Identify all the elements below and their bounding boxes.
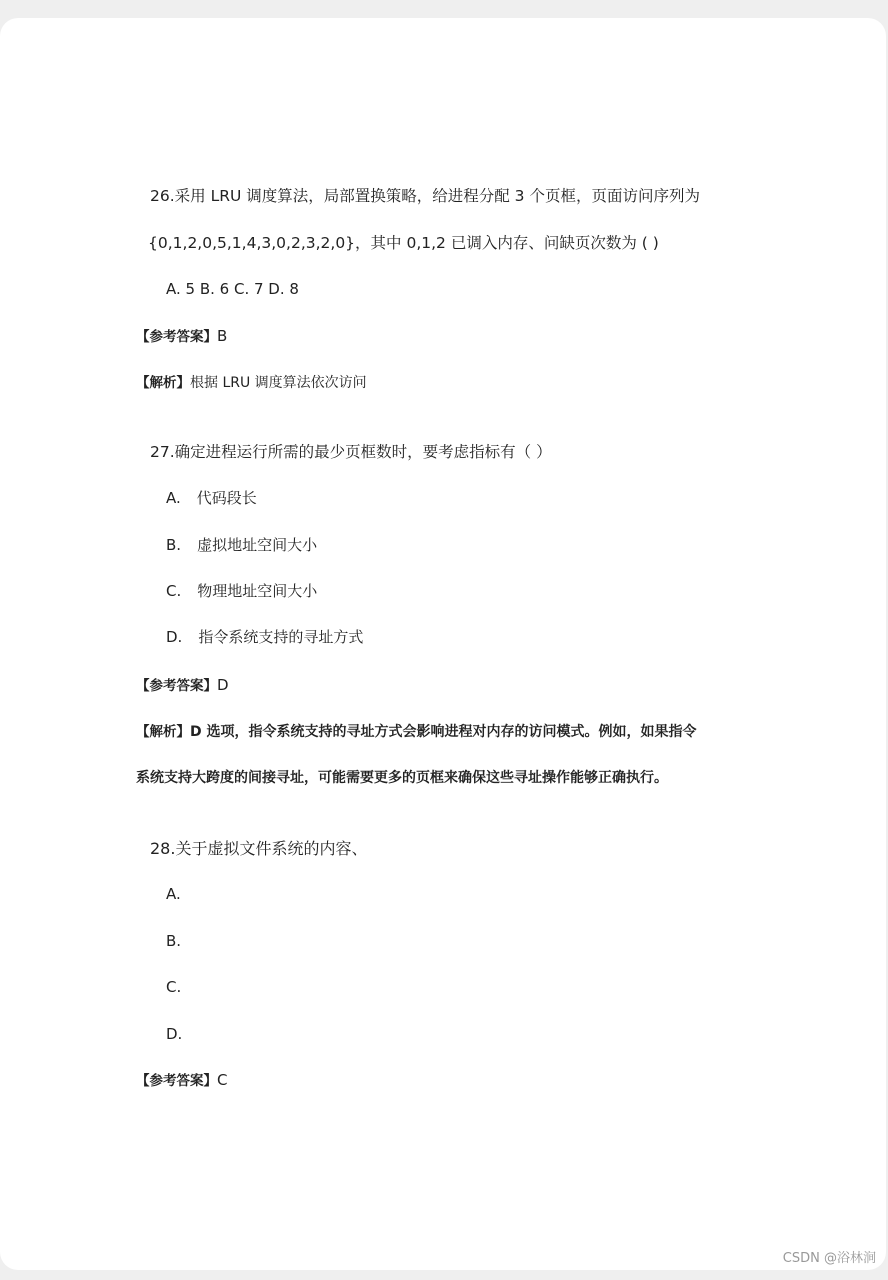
q27-option-c-key: C. [166,582,182,600]
q27-analysis-line2: 系统支持大跨度的间接寻址，可能需要更多的页框来确保这些寻址操作能够正确执行。 [136,770,668,786]
q28-answer-label: 【参考答案】 [136,1073,217,1089]
q28-answer [136,1073,227,1089]
q28-option-d: D. [166,1025,183,1043]
q26-answer-value: B [217,327,228,345]
q27-option-b-key: B. [166,536,182,554]
q26-analysis-label: 【解析】 [136,375,190,391]
q28-answer-value: C [217,1071,228,1089]
q27-question: 27.确定进程运行所需的最少页框数时，要考虑指标有（ ） [150,443,552,461]
q26-answer-label: 【参考答案】 [136,329,217,345]
q27-answer-value: D [217,676,229,694]
q26-answer [136,329,227,345]
q27-answer [136,678,229,694]
q26-options: A. 5 B. 6 C. 7 D. 8 [166,280,299,298]
watermark: CSDN @浴林涧 [782,1251,876,1266]
q28-question: 28.关于虚拟文件系统的内容、 [150,839,368,858]
q27-option-d-key: D. [166,628,183,646]
q27-option-d [166,630,363,645]
q27-analysis-line1 [136,724,697,740]
q28-option-b: B. [166,932,182,950]
q28-option-c: C. [166,978,182,996]
q26-question-line1: 26.采用 LRU 调度算法，局部置换策略，给进程分配 3 个页框，页面访问序列为 [150,187,700,205]
q27-option-a [166,491,257,506]
q27-analysis-label: 【解析】 [136,724,190,740]
q27-analysis-text-1: D 选项，指令系统支持的寻址方式会影响进程对内存的访问模式。例如，如果指令 [190,724,697,740]
q26-analysis-text: 根据 LRU 调度算法依次访问 [190,375,367,391]
q27-option-b-text: 虚拟地址空间大小 [197,536,318,554]
q26-analysis [136,375,367,391]
q27-option-a-key: A. [166,489,181,507]
q27-option-a-text: 代码段长 [196,489,257,507]
q27-option-c-text: 物理地址空间大小 [197,582,318,600]
q27-option-c [166,584,317,599]
q27-option-b [166,538,317,553]
q27-answer-label: 【参考答案】 [136,678,217,694]
q26-question-line2: {0,1,2,0,5,1,4,3,0,2,3,2,0}，其中 0,1,2 已调入内存、问缺页次数为 ( ) [148,234,659,252]
q27-option-d-text: 指令系统支持的寻址方式 [198,628,364,646]
document-page [0,18,886,1270]
q28-option-a: A. [166,885,181,903]
